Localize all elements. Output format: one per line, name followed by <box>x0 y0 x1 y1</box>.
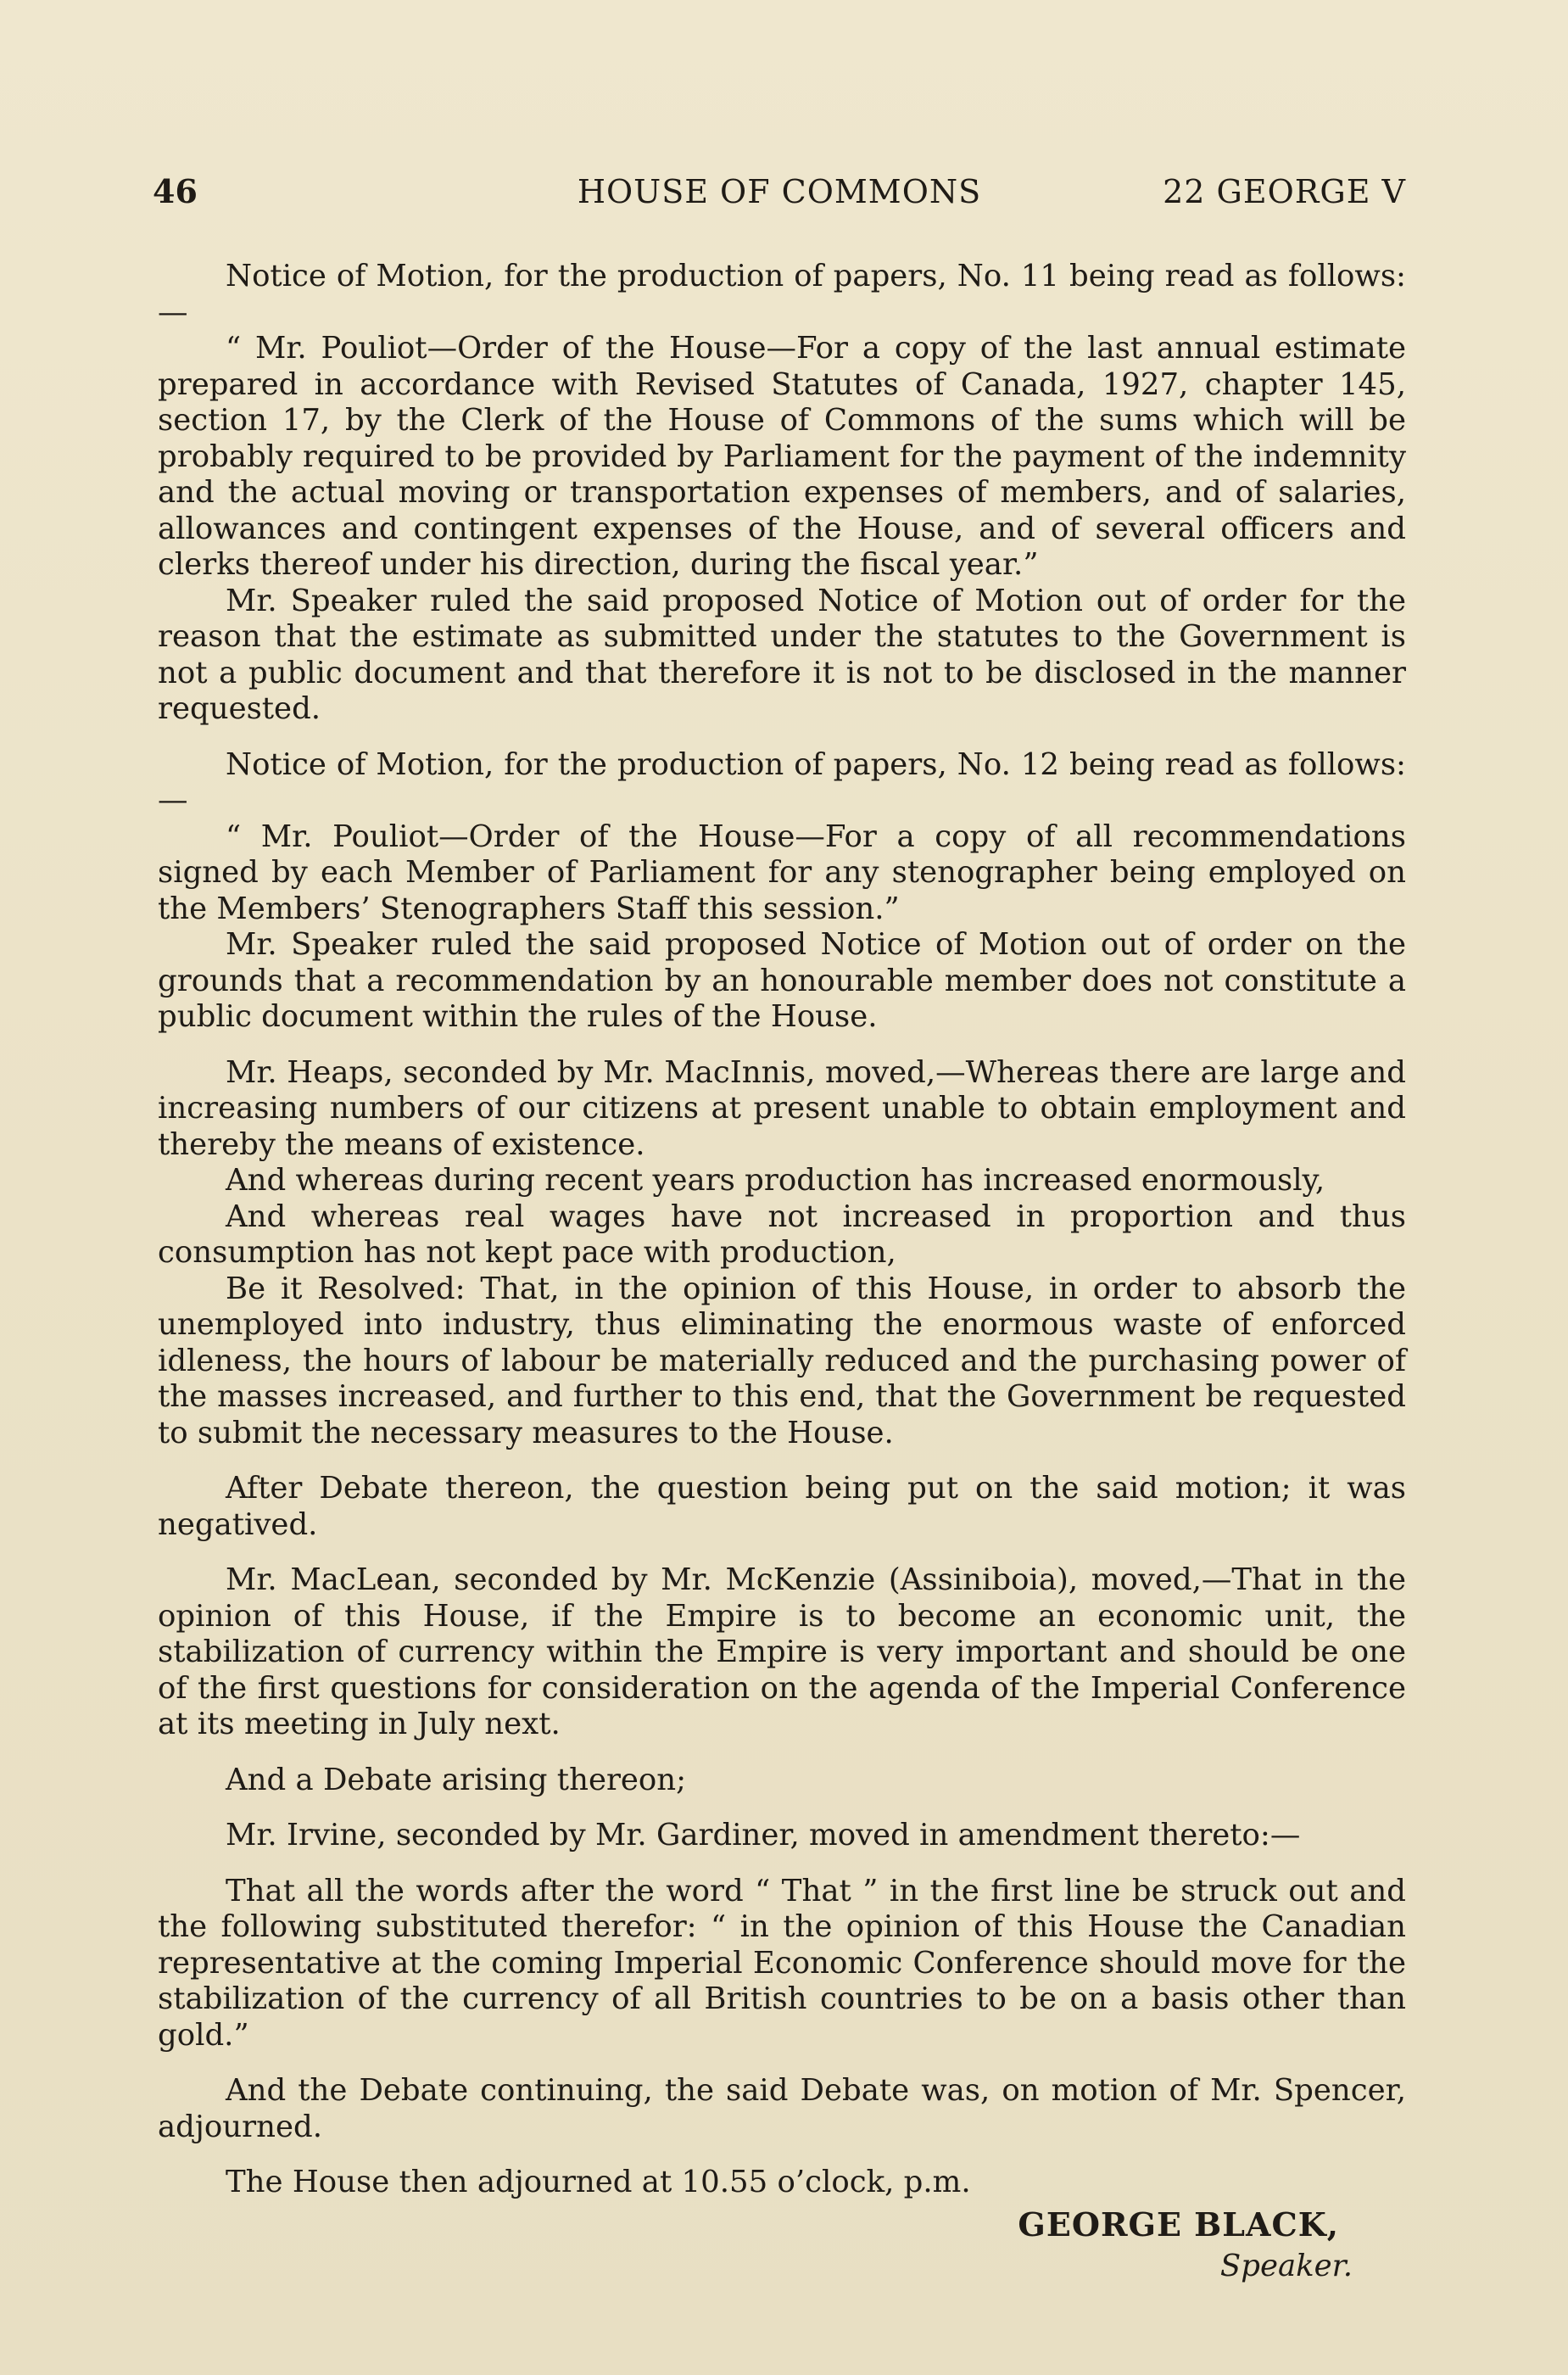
paragraph-heaps-motion: Mr. Heaps, seconded by Mr. MacInnis, moved,—Whereas there are large and increasing numbers of our citizens at present unable to obtain employment and thereby the means of existence. <box>158 1054 1406 1162</box>
paragraph-order-11: “ Mr. Pouliot—Order of the House—For a copy of the last annual estimate prepared in accordance with Revised Statutes of Canada, 1927, chapter 145, section 17, by the Clerk of the House of Commons of the sums which will be probably required to be provided by Parliament for the payment of the indemnity and the actual moving or transportation expenses of members, and of salaries, allowances and contingent expenses of the House, and of several officers and clerks thereof under his direction, during the fiscal year.” <box>158 331 1406 582</box>
paragraph-ruling-11: Mr. Speaker ruled the said proposed Notice of Motion out of order for the reason that the estimate as submitted under the statutes to the Government is not a public document and that therefore it is not to be disclosed in the manner requested. <box>158 583 1406 726</box>
paragraph-notice-12: Notice of Motion, for the production of papers, No. 12 being read as follows:— <box>158 746 1406 818</box>
paragraph-resolved: Be it Resolved: That, in the opinion of this House, in order to absorb the unemployed into industry, thus eliminating the enormous waste of enforced idleness, the hours of labour be materially reduced and the purchasing power of the masses increased, and further to this end, that the Government be requested to submit the necessary measures to the House. <box>158 1271 1406 1450</box>
signature-block <box>158 2204 1353 2287</box>
paragraph-debate-arising: And a Debate arising thereon; <box>226 1762 687 1797</box>
page-title: HOUSE OF COMMONS <box>577 173 982 210</box>
signatory-name: GEORGE BLACK, <box>1018 2205 1339 2244</box>
paragraph-debate-adjourned: And the Debate continuing, the said Debate was, on motion of Mr. Spencer, adjourned. <box>158 2073 1406 2144</box>
journal-text <box>158 259 1406 2201</box>
signatory-title: Speaker. <box>1219 2249 1353 2283</box>
paragraph-whereas-wages: And whereas real wages have not increased in proportion and thus consumption has not kept pace with production, <box>158 1199 1406 1270</box>
running-header <box>153 166 1406 217</box>
regnal-year: 22 GEORGE V <box>1163 173 1406 210</box>
paragraph-negatived: After Debate thereon, the question being put on the said motion; it was negatived. <box>158 1471 1406 1542</box>
paragraph-order-12: “ Mr. Pouliot—Order of the House—For a copy of all recommendations signed by each Member of Parliament for any stenographer being employed on the Members’ Stenographers Staff this session.” <box>158 819 1406 926</box>
paragraph-notice-11: Notice of Motion, for the production of papers, No. 11 being read as follows:— <box>158 259 1406 330</box>
paragraph-amendment-text: That all the words after the word “ That ” in the first line be struck out and the following substituted therefor: “ in the opinion of this House the Canadian representative at the coming Imperial Economic Conference should move for the stabilization of the currency of all British countries to be on a basis other than gold.” <box>158 1873 1406 2053</box>
paragraph-maclean-motion: Mr. MacLean, seconded by Mr. McKenzie (Assiniboia), moved,—That in the opinion of this House, if the Empire is to become an economic unit, the stabilization of currency within the Empire is very important and should be one of the first questions for consideration on the agenda of the Imperial Conference at its meeting in July next. <box>158 1562 1406 1741</box>
paragraph-house-adjourned: The House then adjourned at 10.55 o’clock, p.m. <box>226 2165 971 2199</box>
paragraph-whereas-production: And whereas during recent years production has increased enormously, <box>226 1163 1325 1198</box>
page-number: 46 <box>153 172 198 210</box>
paragraph-ruling-12: Mr. Speaker ruled the said proposed Notice of Motion out of order on the grounds that a recommendation by an honourable member does not constitute a public document within the rules of the House. <box>158 927 1406 1034</box>
paragraph-irvine-amendment: Mr. Irvine, seconded by Mr. Gardiner, moved in amendment thereto:— <box>226 1818 1301 1852</box>
